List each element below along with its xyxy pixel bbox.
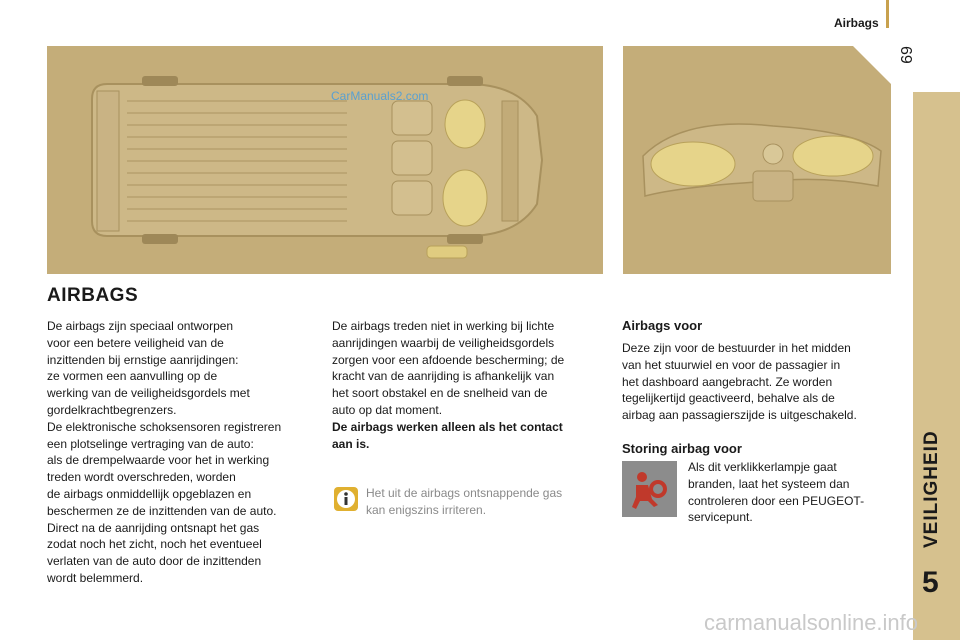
text-line: inzittenden bij ernstige aanrijdingen: (47, 352, 239, 367)
text-line: een plotselinge vertraging van de auto: (47, 436, 254, 451)
section-heading-front-airbags: Airbags voor (622, 318, 703, 333)
text-line: gordelkrachtbegrenzers. (47, 402, 177, 417)
chapter-side-band (913, 92, 960, 640)
info-line: kan enigszins irriteren. (366, 502, 487, 517)
section-heading-airbag-fault: Storing airbag voor (622, 441, 742, 456)
van-top-view-illustration (47, 46, 603, 274)
chapter-number: 5 (922, 566, 939, 599)
intro-text-column (47, 318, 315, 587)
header-section-title: Airbags (834, 16, 879, 30)
text-line: auto op dat moment. (332, 402, 443, 417)
text-line: het dashboard aangebracht. Ze worden (622, 374, 833, 389)
airbag-fault-text (688, 459, 894, 526)
page-title: AIRBAGS (47, 285, 139, 306)
text-line: van het stuurwiel en voor de passagier in (622, 357, 841, 372)
page-number: 69 (897, 46, 914, 64)
info-icon (334, 487, 358, 511)
site-watermark: carmanualsonline.info (704, 610, 919, 635)
activation-text-column (332, 318, 602, 452)
text-line: voor een betere veiligheid van de (47, 335, 224, 350)
text-line: treden wordt overschreden, worden (47, 470, 236, 485)
text-line: De airbags zijn speciaal ontworpen (47, 319, 234, 333)
text-line: zorgen voor een afdoende bescherming; de (332, 352, 565, 367)
text-line: de airbags onmiddellijk opgeblazen en (47, 486, 252, 501)
airbag-warning-light-icon (622, 461, 677, 517)
text-line: Deze zijn voor de bestuurder in het midden (622, 341, 851, 355)
front-airbags-text (622, 340, 890, 424)
text-line: beschermen ze de inzittenden van de auto. (47, 503, 277, 518)
text-line: De elektronische schoksensoren registreren (47, 419, 282, 434)
text-line: het soort obstakel en de snelheid van de (332, 386, 548, 401)
text-line: als de drempelwaarde voor het in werking (47, 453, 270, 468)
text-line: tegelijkertijd geactiveerd, behalve als de (622, 391, 835, 406)
text-line: De airbags treden niet in werking bij lichte (332, 319, 555, 333)
chapter-label: VEILIGHEID (921, 430, 942, 548)
text-line: wordt belemmerd. (47, 570, 144, 585)
info-note (366, 485, 592, 519)
info-line: Het uit de airbags ontsnappende gas (366, 486, 563, 500)
text-line: verlaten van de auto door de inzittenden (47, 554, 262, 569)
dashboard-airbags-illustration (623, 46, 891, 274)
text-line: controleren door een PEUGEOT- (688, 493, 865, 508)
text-line: kracht van de aanrijding is afhankelijk van (332, 369, 555, 384)
header-accent-bar (886, 0, 889, 28)
text-line: werking van de veiligheidsgordels met (47, 386, 250, 401)
text-line: Als dit verklikkerlampje gaat (688, 460, 837, 474)
text-line: airbag aan passagierszijde is uitgeschakeld. (622, 408, 857, 423)
bold-note-line: De airbags werken alleen als het contact (332, 419, 563, 434)
text-line: servicepunt. (688, 510, 753, 525)
text-line: branden, laat het systeem dan (688, 476, 850, 491)
text-line: zodat noch het zicht, noch het eventueel (47, 537, 262, 552)
text-line: aanrijdingen waarbij de veiligheidsgordels (332, 335, 555, 350)
bold-note-line: aan is. (332, 436, 370, 451)
watermark-carmanuals: CarManuals2.com (331, 89, 429, 103)
text-line: Direct na de aanrijding ontsnapt het gas (47, 520, 260, 535)
text-line: ze vormen een aanvulling op de (47, 369, 218, 384)
